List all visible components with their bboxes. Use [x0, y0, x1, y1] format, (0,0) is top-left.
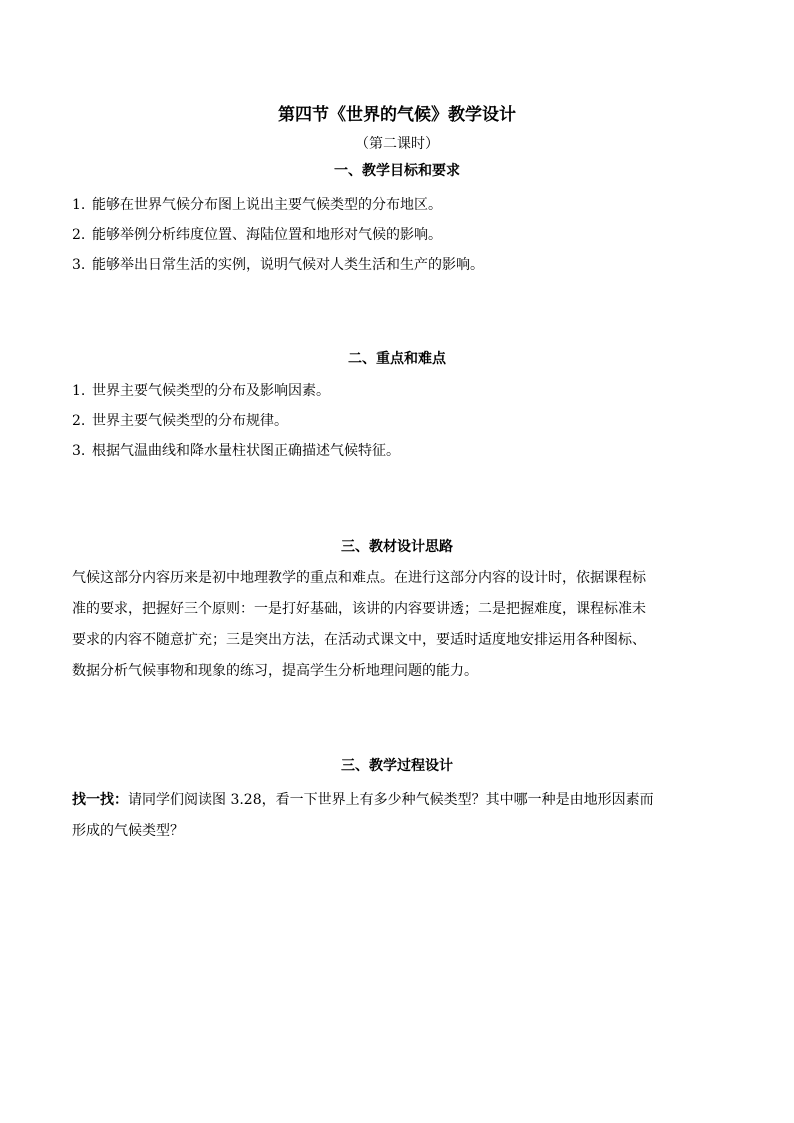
section-heading-key-points: 二、重点和难点	[348, 351, 446, 367]
paragraph-line: 气候这部分内容历来是初中地理教学的重点和难点。在进行这部分内容的设计时，依据课程标	[72, 570, 646, 586]
list-item	[72, 250, 732, 280]
list-item-text: 能够在世界气候分布图上说出主要气候类型的分布地区。	[92, 197, 442, 213]
paragraph-line: 准的要求，把握好三个原则：一是打好基础，该讲的内容要讲透；二是把握难度，课程标准未	[72, 601, 646, 617]
section-heading-objectives: 一、教学目标和要求	[334, 163, 460, 179]
list-item-number: 2.	[72, 413, 86, 429]
section-heading-teaching-process: 三、教学过程设计	[341, 758, 453, 774]
list-item-text: 根据气温曲线和降水量柱状图正确描述气候特征。	[92, 443, 400, 459]
list-item	[72, 220, 732, 250]
list-item-number: 1.	[72, 197, 86, 213]
paragraph-line: 要求的内容不随意扩充；三是突出方法，在活动式课文中，要适时适度地安排运用各种图标、	[72, 632, 646, 648]
list-item	[72, 406, 732, 436]
key-points-list	[72, 376, 732, 466]
list-item-text: 能够举例分析纬度位置、海陆位置和地形对气候的影响。	[92, 227, 442, 243]
list-item-text: 能够举出日常生活的实例，说明气候对人类生活和生产的影响。	[92, 257, 484, 273]
list-item-text: 世界主要气候类型的分布及影响因素。	[92, 383, 330, 399]
objectives-list	[72, 190, 732, 280]
activity-line	[72, 785, 732, 816]
activity-lead: 找一找：	[72, 792, 128, 808]
section-heading-design-rationale: 三、教材设计思路	[341, 539, 453, 555]
list-item	[72, 190, 732, 220]
list-item	[72, 376, 732, 406]
paragraph-line: 数据分析气候事物和现象的练习，提高学生分析地理问题的能力。	[72, 663, 478, 679]
list-item	[72, 436, 732, 466]
list-item-number: 3.	[72, 257, 86, 273]
list-item-text: 世界主要气候类型的分布规律。	[92, 413, 288, 429]
list-item-number: 2.	[72, 227, 86, 243]
activity-text: 请同学们阅读图 3.28，看一下世界上有多少种气候类型？其中哪一种是由地形因素而	[128, 792, 654, 808]
activity-find	[72, 785, 732, 847]
activity-line: 形成的气候类型？	[72, 823, 184, 839]
list-item-number: 3.	[72, 443, 86, 459]
design-rationale-paragraph	[72, 563, 732, 687]
document-subtitle: （第二课时）	[355, 136, 439, 152]
document-title: 第四节《世界的气候》教学设计	[278, 105, 516, 125]
list-item-number: 1.	[72, 383, 86, 399]
